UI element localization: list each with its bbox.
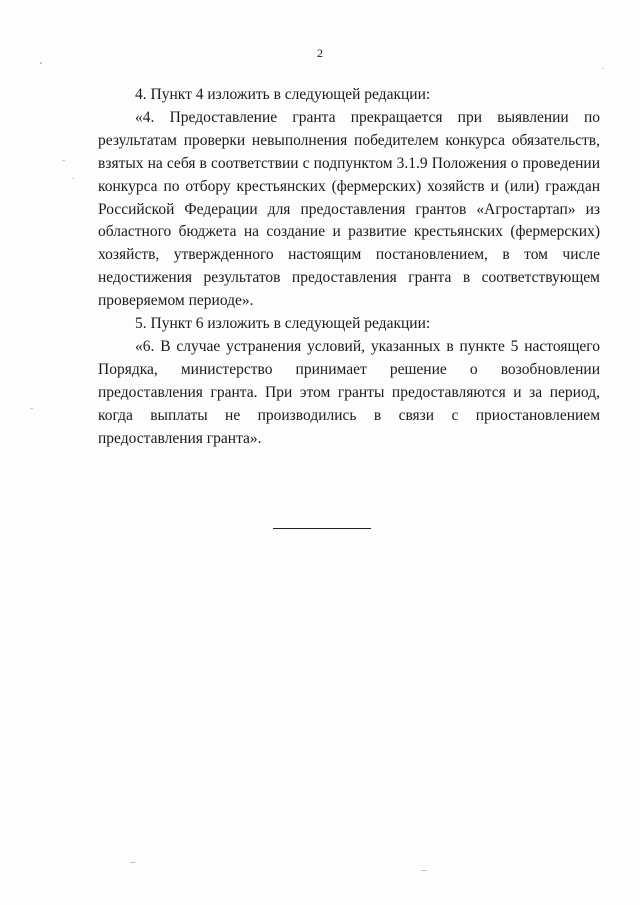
- scan-artifact: [602, 68, 604, 69]
- end-of-document-rule: [273, 528, 371, 529]
- scan-artifact: [421, 870, 427, 871]
- paragraph-item-4-heading: 4. Пункт 4 изложить в следующей редакции:: [135, 86, 431, 103]
- document-body: [98, 84, 600, 451]
- scan-artifact: [40, 62, 42, 64]
- paragraph-item-6-text: «6. В случае устранения условий, указанных в пункте 5 настоящего Порядка, министерство принимает решение о возобновлении предоставления гранта. При этом гранты предоставляются и за период, когда выплаты не производились в связи с приостановлением предоставления гранта».: [98, 337, 600, 447]
- scan-artifact: [30, 408, 33, 409]
- paragraph-item-5-heading: 5. Пункт 6 изложить в следующей редакции:: [135, 315, 431, 333]
- paragraph-item-4-text: «4. Предоставление гранта прекращается при выявлении по результатам проверки невыполнения победителем конкурса обязательств, взятых на себя в соответствии с подпунктом 3.1.9 Положения о проведении конкурса по отбору крестьянских (фермерских) хозяйств и (или) граждан Российской Федерации для предоставления грантов «Агростартап» из областного бюджета на создание и развитие крестьянских (фермерских) хозяйств, утвержденного настоящим постановлением, в том числе недостижения результатов предоставления гранта в соответствующем проверяемом периоде».: [98, 108, 600, 310]
- scan-artifact: [72, 178, 74, 179]
- page-number: 2: [317, 46, 323, 60]
- scan-artifact: [62, 160, 65, 161]
- scan-artifact: [130, 862, 136, 863]
